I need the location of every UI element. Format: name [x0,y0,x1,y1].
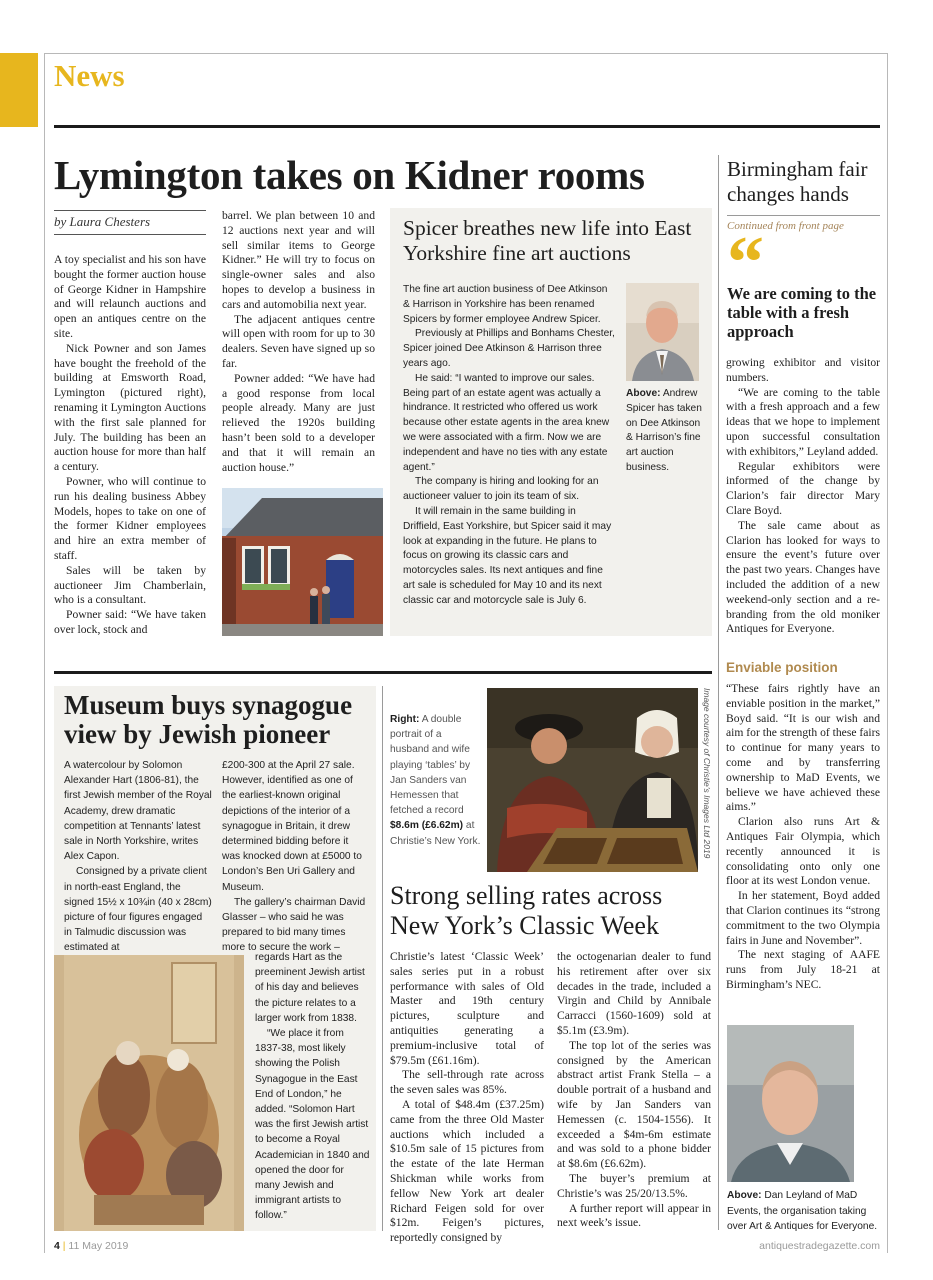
byline: by Laura Chesters [54,214,151,229]
spicer-portrait [626,283,699,381]
page-title: Lymington takes on Kidner rooms [54,152,645,198]
footer-separator: | [62,1240,66,1252]
paragraph: A further report will appear in next week’s issue. [557,1201,711,1230]
caption-text: Dan Leyland of MaD Events, the organisation taking over Art & Antiques for Everyone. [727,1190,878,1232]
footer-site[interactable]: antiquestradegazette.com [759,1240,880,1252]
museum-headline: Museum buys synagogue view by Jewish pioneer [64,690,353,749]
classic-week-col1 [390,950,544,1246]
page-frame-left [44,53,45,1253]
paragraph: the octogenarian dealer to fund his retirement after over six decades in the trade, included a Virgin and Child by Annibale Carracci (1560-1609) sold at $5.1m (£3.9m). [557,950,711,1037]
caption-text: A double portrait of a husband and wife playing ‘tables’ by Jan Sanders van Hemessen that fetched a record [390,714,471,817]
museum-col1 [64,758,212,956]
page-frame-right [887,53,888,1253]
paragraph: The sell-through rate across the seven sales was 85%. [390,1068,544,1097]
paragraph: The company is hiring and looking for an auctioneer valuer to join its team of six. [403,476,599,503]
paragraph: “These fairs rightly have an enviable position in the market,” Boyd said. “It is our wish and aim for the strength of these fairs to continue for many years to come and by transferring ownership to MaD Events, we believe we have achieved these aims.” [726,682,880,814]
paragraph: Powner said: “We have taken over lock, stock and [54,608,206,636]
birmingham-body-2 [726,682,880,993]
paragraph: It will remain in the same building in Driffield, East Yorkshire, but Spicer said it may look at expanding in the future. He plans to focus on growing its classic cars and motorcycles sales. Its next antiques and fine art sale is scheduled for May 10 and its next classic car and motorcycle sale is July 6. [403,505,612,606]
leyland-portrait [727,1025,854,1182]
birmingham-rule [727,215,880,216]
paragraph: £200-300 at the April 27 sale. However, identified as one of the earliest-known original depictions of the interior of a synagogue in Britain, it drew determined bidding before it was knocked down at £5000 to London’s Ben Uri Gallery and Museum. [222,760,362,893]
paragraph: A total of $48.4m (£37.25m) came from the three Old Master auctions which included a $10.5m sale of 15 pictures from the estate of the late Herman Shickman while works from fellow New York art dealer Richard Feigen sold for over $12m. Feigen’s pictures, reportedly consigned by [390,1097,544,1245]
paragraph: growing exhibitor and visitor numbers. [726,356,880,384]
paragraph: Previously at Phillips and Bonhams Chester, Spicer joined Dee Atkinson & Harrison three years ago. [403,328,615,369]
paragraph: “We are coming to the table with a fresh approach and a few ideas that we hope to implement upon successful consultation with exhibitors,” Leyland added. [726,385,880,458]
paragraph: Regular exhibitors were informed of the change by Clarion’s fair director Mary Clare Boyd. [726,459,880,517]
spicer-headline: Spicer breathes new life into East Yorkshire fine art auctions [403,216,692,265]
paragraph: In her statement, Boyd added that Clarion continues its “strong commitment to the two Olympia fairs in June and November”. [726,889,880,947]
main-story-col2 [222,209,375,475]
paragraph: Christie’s latest ‘Classic Week’ sales series put in a robust performance with sales of Old Master and 19th century pictures, sculpture and antiquities generating a premium-inclusive total of $79.5m (£61.16m). [390,950,544,1067]
caption-label: Right: [390,714,420,725]
birmingham-headline: Birmingham fair changes hands [727,157,868,206]
paragraph: Clarion also runs Art & Antiques Fair Olympia, which recently announced it is consolidating onto only one floor at its west London venue. [726,815,880,888]
paragraph: A toy specialist and his son have bought the former auction house of George Kidner in Hampshire and will relaunch auctions and open an antiques centre on the site. [54,253,206,340]
caption-text-end: at Christie’s New York. [390,820,481,847]
paragraph: regards Hart as the preeminent Jewish artist of his day and believes the picture relates to a larger work from 1838. [255,952,365,1024]
page-number: 4 [54,1240,60,1252]
page-footer [54,1240,128,1252]
paragraph: The next staging of AAFE runs from July 18-21 at Birmingham’s NEC. [726,948,880,991]
byline-rule-top [54,210,206,211]
spicer-body [403,283,615,609]
hemessen-painting [487,688,698,872]
paragraph: Sales will be taken by auctioneer Jim Chamberlain, who is a consultant. [54,563,206,607]
section-accent-block [0,53,38,127]
paragraph: barrel. We plan between 10 and 12 auctions next year and will sell similar items to George Kidner.” He will try to focus on single-owner sales and also hopes to develop a business in cars and automobilia next year. [222,209,375,311]
subhead: Enviable position [726,660,838,675]
section-label: News [54,58,125,93]
sidebar-divider [718,155,719,1230]
main-story-col1 [54,253,206,638]
continued-note: Continued from front page [727,220,844,232]
image-credit: Image courtesy of Christie’s Images Ltd 2019 [702,688,712,859]
paragraph: He said: “I wanted to improve our sales. Being part of an estate agent was actually a hindrance. It restricted who offered us work because other estate agents in the area knew we were associated with a firm. Now we are independent and have no ties with any estate agent.” [403,372,610,473]
caption-label: Above: [626,388,661,399]
caption-label: Above: [727,1190,762,1201]
column-divider [382,686,383,1231]
header-rule [54,125,880,128]
museum-col2 [222,758,368,956]
paragraph: The gallery’s chairman David Glasser – who said he was prepared to bid many times more to secure the work – [222,896,366,954]
paragraph: Powner, who will continue to run his dealing business Abbey Models, hopes to take on one of the former Kidner employees and hire an extra member of staff. [54,474,206,562]
section-rule [54,671,712,674]
pull-quote: We are coming to the table with a fresh approach [727,284,877,341]
paragraph: The top lot of the series was consigned by the American abstract artist Frank Stella – a double portrait of a husband and wife by Jan Sanders van Hemessen (c. 1504-1556). It exceeded a $4m-6m estimate and was sold to a phone bidder at $8.6m (£6.62m). [557,1038,711,1171]
museum-col2b [255,950,370,1224]
issue-date: 11 May 2019 [68,1240,129,1252]
spicer-caption [626,387,704,476]
auction-house-photo [222,488,383,636]
paragraph: The sale came about as Clarion has looked for ways to ensure the event’s future over the past two years. Changes have included the addition of a new weekend-only section and a re-branding from the old moniker Antiques for Everyone. [726,518,880,636]
paragraph: “We place it from 1837-38, most likely showing the Polish Synagogue in the East End of London,” he added. “Solomon Hart was the first Jewish artist to become a Royal Academician in 1840 and opened the door for many Jewish and immigrant artists to follow.” [255,1028,370,1222]
quote-mark: “ [727,222,764,304]
birmingham-body-1 [726,356,880,637]
paragraph: The fine art auction business of Dee Atkinson & Harrison in Yorkshire has been renamed Spicers by former employee Andrew Spicer. [403,284,608,325]
page-frame-top [44,53,888,54]
caption-price: $8.6m (£6.62m) [390,820,464,832]
byline-rule-bottom [54,234,206,235]
paragraph: The buyer’s premium at Christie’s was 25/20/13.5%. [557,1171,711,1200]
paragraph: The adjacent antiques centre will open with room for up to 30 dealers. Seven have signed up so far. [222,312,375,370]
leyland-caption [727,1188,879,1235]
synagogue-watercolour [54,955,244,1231]
paragraph: Consigned by a private client in north-east England, the signed 15½ x 10¾in (40 x 28cm) picture of four figures engaged in Talmudic discussion was estimated at [64,866,212,954]
classic-week-col2 [557,950,711,1231]
painting-caption [390,712,482,849]
paragraph: Nick Powner and son James have bought the freehold of the building at Emsworth Road, Lymington (pictured right), renaming it Lymington Auctions with the first sale planned for July. The building has been an auction house for more than half a century. [54,341,206,474]
caption-text: Andrew Spicer has taken on Dee Atkinson & Harrison’s fine art auction business. [626,388,702,473]
classic-week-headline: Strong selling rates across New York’s Classic Week [390,881,663,940]
paragraph: A watercolour by Solomon Alexander Hart (1806-81), the first Jewish member of the Royal Academy, drew dramatic competition at Tennants’ latest sale in North Yorkshire, writes Alex Capon. [64,760,212,863]
paragraph: Powner added: “We have had a good response from local people already. Many are just relieved the 1920s building hasn’t been sold to a developer and that it will remain an auction house.” [222,371,375,474]
